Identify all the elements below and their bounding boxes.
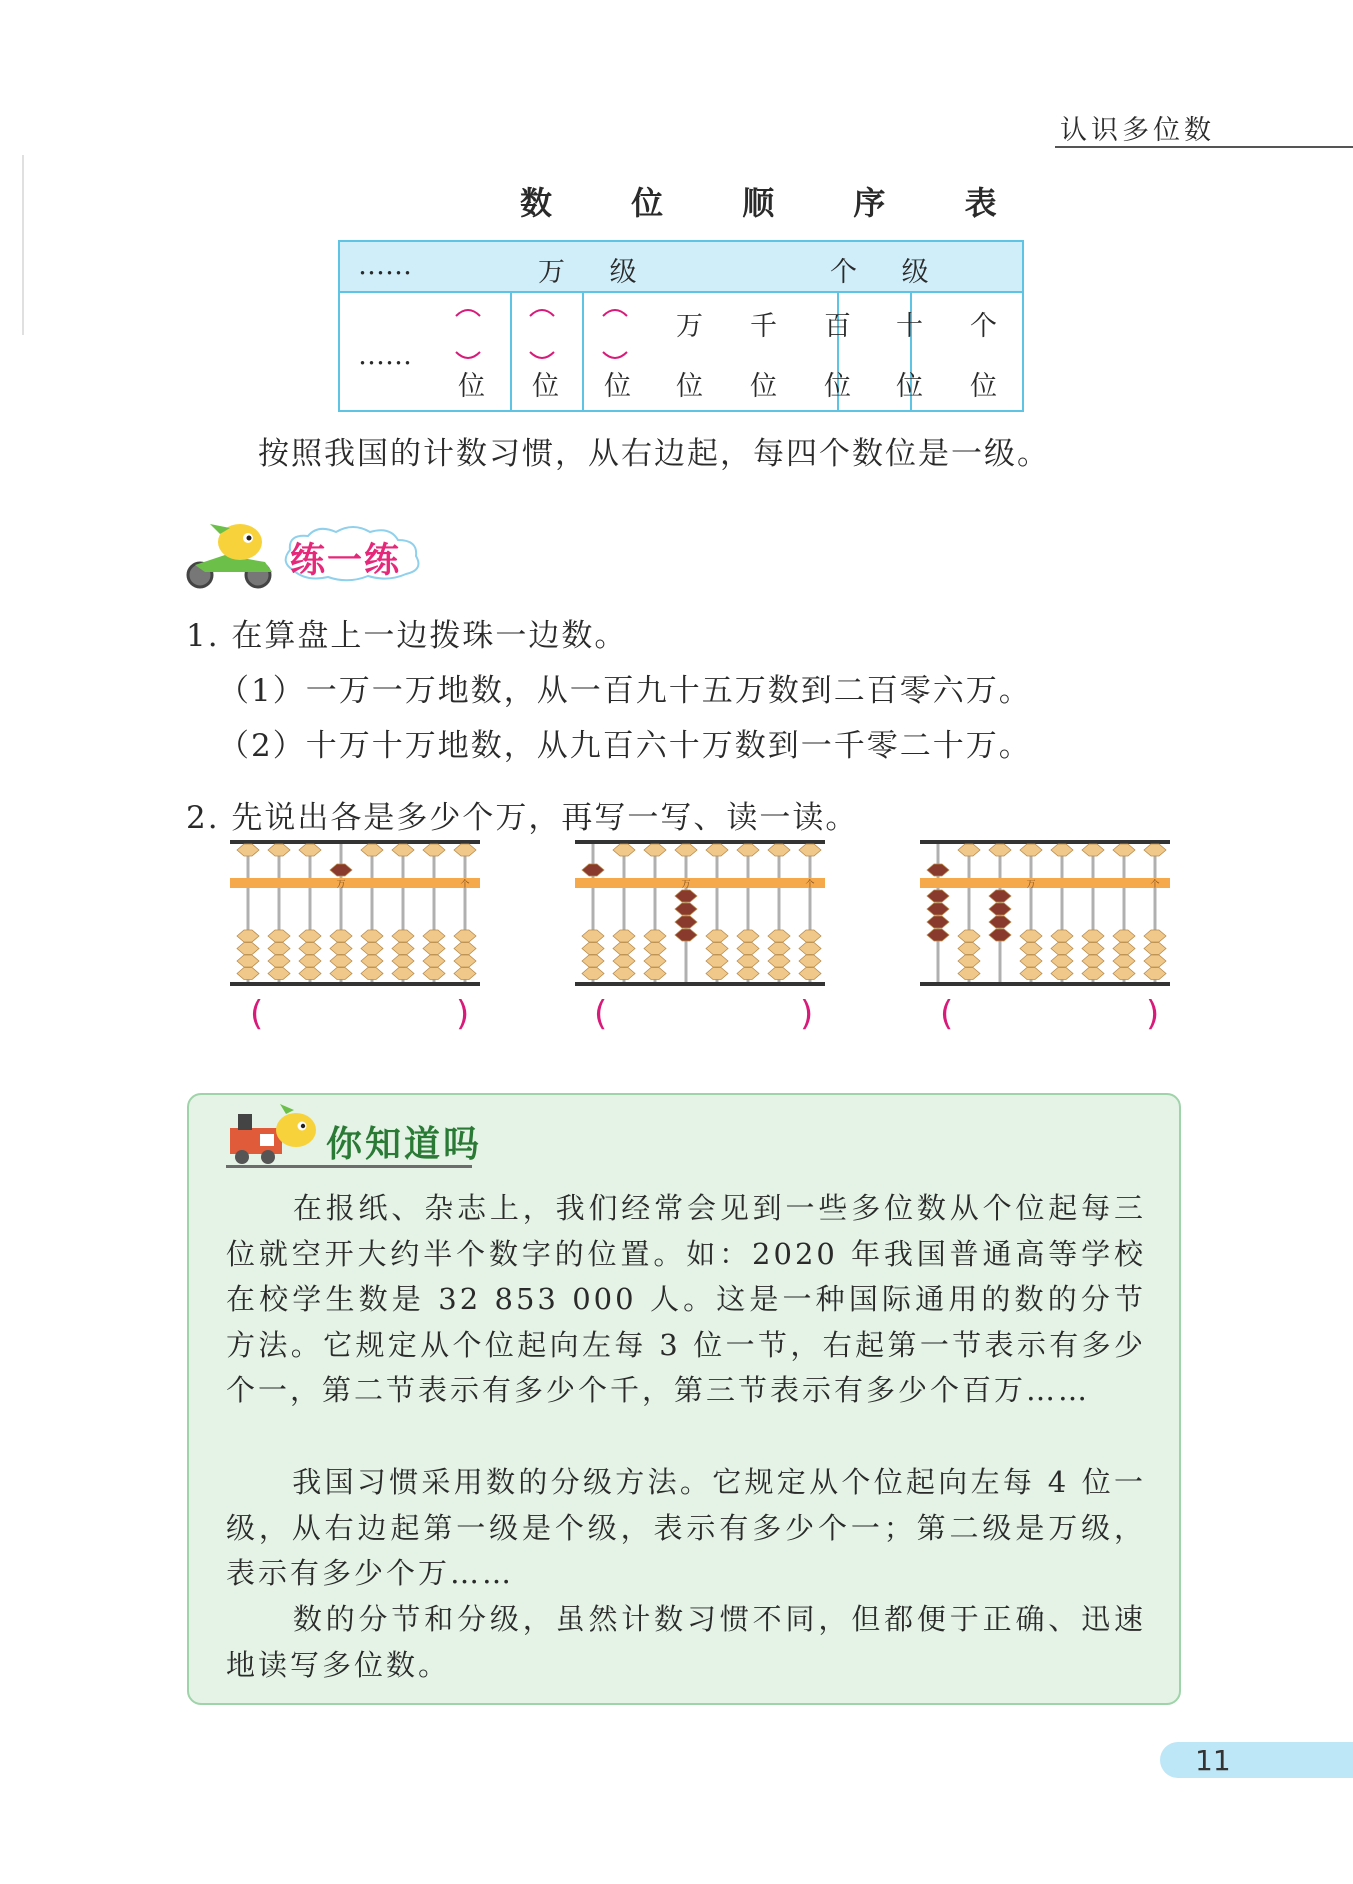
abacus-lower-bead [768, 955, 790, 967]
wei-label: 位 [750, 371, 777, 402]
page-number: 11 [1195, 1744, 1231, 1777]
abacus-lower-bead [989, 890, 1011, 902]
abacus-lower-bead [454, 968, 476, 980]
abacus-lower-bead [1020, 955, 1042, 967]
abacus-lower-bead [1082, 943, 1104, 955]
abacus-upper-bead [1113, 844, 1135, 856]
abacus-lower-bead [1144, 955, 1166, 967]
abacus-lower-bead [927, 903, 949, 915]
abacus-upper-bead [958, 844, 980, 856]
place-bai: 百 [824, 311, 851, 342]
abacus-lower-bead [989, 929, 1011, 941]
abacus-lower-bead [958, 943, 980, 955]
wei-label: 位 [604, 371, 631, 402]
abacus-lower-bead [361, 930, 383, 942]
abacus-lower-bead [423, 968, 445, 980]
abacus-upper-bead [799, 844, 821, 856]
abacus-lower-bead [768, 930, 790, 942]
question-1a: （1）一万一万地数，从一百九十五万数到二百零六万。 [218, 673, 1032, 709]
abacus-upper-bead [706, 844, 728, 856]
wei-label: 位 [896, 371, 923, 402]
abacus-lower-bead [1020, 943, 1042, 955]
abacus-upper-bead [361, 844, 383, 856]
abacus-3 [920, 838, 1170, 988]
abacus-lower-bead [454, 955, 476, 967]
abacus-upper-bead [644, 844, 666, 856]
abacus-lower-bead [737, 968, 759, 980]
abacus-lower-bead [958, 955, 980, 967]
abacus-lower-bead [1051, 943, 1073, 955]
abacus-lower-bead [1082, 955, 1104, 967]
abacus-upper-bead [737, 844, 759, 856]
abacus-upper-bead [768, 844, 790, 856]
abacus-lower-bead [299, 955, 321, 967]
wei-label: 位 [676, 371, 703, 402]
train-mascot-icon [224, 1104, 324, 1166]
wei-label: 位 [532, 371, 559, 402]
table-divider [510, 293, 512, 410]
page-edge-line [22, 155, 24, 335]
abacus-lower-bead [768, 968, 790, 980]
abacus-top-frame [575, 840, 825, 844]
abacus-lower-bead [675, 890, 697, 902]
place-qian: 千 [750, 311, 777, 342]
page-number-tab [1160, 1742, 1353, 1778]
header-ellipsis: …… [358, 250, 412, 281]
blank-place-top-arc [528, 304, 556, 318]
abacus-lower-bead [582, 930, 604, 942]
abacus-upper-bead [268, 844, 290, 856]
abacus-wan-label: 万 [1026, 880, 1036, 890]
table-divider [582, 293, 584, 410]
abacus-lower-bead [644, 968, 666, 980]
abacus-ge-label: 个 [1150, 880, 1160, 890]
abacus-lower-bead [989, 903, 1011, 915]
abacus-upper-bead [927, 864, 949, 876]
wei-label: 位 [458, 371, 485, 402]
info-paragraph-3 [226, 1597, 1146, 1688]
counting-rule-text: 按照我国的计数习惯，从右边起，每四个数位是一级。 [258, 436, 1050, 472]
question-1: 1. 在算盘上一边拨珠一边数。 [186, 618, 628, 654]
abacus-lower-bead [706, 955, 728, 967]
abacus-lower-bead [706, 968, 728, 980]
place-table-title: 数 位 顺 序 表 [520, 184, 1031, 222]
blank-place-top-arc [454, 304, 482, 318]
abacus-lower-bead [268, 943, 290, 955]
abacus-lower-bead [737, 955, 759, 967]
abacus-lower-bead [237, 955, 259, 967]
abacus-lower-bead [1144, 930, 1166, 942]
place-wan: 万 [676, 311, 703, 342]
abacus-lower-bead [927, 890, 949, 902]
abacus-1 [230, 838, 480, 988]
abacus-lower-bead [454, 930, 476, 942]
abacus-lower-bead [989, 916, 1011, 928]
abacus-lower-bead [613, 943, 635, 955]
info-paragraph-1 [226, 1186, 1146, 1414]
abacus-ge-label: 个 [805, 880, 815, 890]
abacus-beam [230, 878, 480, 888]
abacus-lower-bead [268, 968, 290, 980]
ge-level-label: 个 级 [830, 257, 947, 288]
question-2: 2. 先说出各是多少个万，再写一写、读一读。 [186, 800, 859, 836]
abacus-lower-bead [1113, 955, 1135, 967]
abacus-beam [920, 878, 1170, 888]
abacus-lower-bead [927, 916, 949, 928]
abacus-lower-bead [330, 968, 352, 980]
abacus-lower-bead [675, 929, 697, 941]
table-header-row [340, 242, 1022, 293]
abacus-lower-bead [361, 955, 383, 967]
abacus-lower-bead [644, 943, 666, 955]
info-paragraph-2-text: 我国习惯采用数的分级方法。它规定从个位起向左每 4 位一级，从右边起第一级是个级，表示有多少个一；第二级是万级，表示有多少个万…… [226, 1465, 1146, 1590]
answer-paren-close: ) [456, 994, 470, 1034]
abacus-lower-bead [768, 943, 790, 955]
abacus-lower-bead [392, 930, 414, 942]
wan-level-label: 万 级 [538, 257, 655, 288]
abacus-lower-bead [299, 930, 321, 942]
abacus-wan-label: 万 [681, 880, 691, 890]
abacus-lower-bead [392, 955, 414, 967]
abacus-lower-bead [423, 943, 445, 955]
place-shi: 十 [896, 311, 923, 342]
abacus-lower-bead [237, 968, 259, 980]
abacus-lower-bead [1020, 930, 1042, 942]
practice-title: 练一练 [290, 541, 402, 581]
abacus-lower-bead [927, 929, 949, 941]
abacus-lower-bead [799, 943, 821, 955]
abacus-lower-bead [613, 955, 635, 967]
abacus-upper-bead [299, 844, 321, 856]
blank-place-bottom-arc [454, 350, 482, 364]
abacus-lower-bead [1051, 955, 1073, 967]
abacus-lower-bead [454, 943, 476, 955]
abacus-ge-label: 个 [460, 880, 470, 890]
abacus-lower-bead [675, 916, 697, 928]
abacus-upper-bead [330, 864, 352, 876]
abacus-lower-bead [613, 968, 635, 980]
abacus-lower-bead [330, 930, 352, 942]
abacus-upper-bead [613, 844, 635, 856]
abacus-lower-bead [1144, 943, 1166, 955]
blank-place-bottom-arc [601, 350, 629, 364]
answer-paren-close: ) [800, 994, 814, 1034]
abacus-upper-bead [1082, 844, 1104, 856]
info-paragraph-1-text: 在报纸、杂志上，我们经常会见到一些多位数从个位起每三位就空开大约半个数字的位置。如：2020 年我国普通高等学校在校学生数是 32 853 000 人。这是一种国际通用的数的分节方法。它规定从个位起向左每 3 位一节，右起第一节表示有多少个一，第二节表示有多少个千，第三节表示有多少个百万…… [226, 1191, 1146, 1407]
abacus-lower-bead [237, 943, 259, 955]
abacus-lower-bead [361, 968, 383, 980]
abacus-top-frame [230, 840, 480, 844]
abacus-lower-bead [706, 943, 728, 955]
answer-paren-close: ) [1146, 994, 1160, 1034]
question-1b: （2）十万十万地数，从九百六十万数到一千零二十万。 [218, 728, 1032, 764]
abacus-upper-bead [1051, 844, 1073, 856]
abacus-upper-bead [582, 864, 604, 876]
blank-place-top-arc [601, 304, 629, 318]
abacus-lower-bead [737, 930, 759, 942]
abacus-upper-bead [392, 844, 414, 856]
abacus-bottom-frame [230, 982, 480, 986]
abacus-2 [575, 838, 825, 988]
abacus-upper-bead [237, 844, 259, 856]
abacus-upper-bead [675, 844, 697, 856]
abacus-lower-bead [1144, 968, 1166, 980]
place-value-table [338, 240, 1024, 412]
abacus-lower-bead [299, 943, 321, 955]
abacus-lower-bead [1082, 968, 1104, 980]
abacus-upper-bead [989, 844, 1011, 856]
abacus-lower-bead [361, 943, 383, 955]
abacus-lower-bead [237, 930, 259, 942]
abacus-lower-bead [1113, 968, 1135, 980]
abacus-lower-bead [799, 930, 821, 942]
abacus-lower-bead [392, 968, 414, 980]
abacus-lower-bead [1113, 943, 1135, 955]
chapter-title: 认识多位数 [1060, 115, 1215, 146]
info-paragraph-2 [226, 1460, 1146, 1597]
abacus-lower-bead [268, 955, 290, 967]
abacus-lower-bead [644, 955, 666, 967]
abacus-upper-bead [454, 844, 476, 856]
abacus-lower-bead [675, 903, 697, 915]
abacus-lower-bead [799, 955, 821, 967]
blank-place-bottom-arc [528, 350, 556, 364]
info-paragraph-3-text: 数的分节和分级，虽然计数习惯不同，但都便于正确、迅速地读写多位数。 [226, 1602, 1146, 1682]
abacus-upper-bead [1020, 844, 1042, 856]
wei-label: 位 [824, 371, 851, 402]
abacus-lower-bead [330, 943, 352, 955]
abacus-lower-bead [1051, 968, 1073, 980]
abacus-lower-bead [799, 968, 821, 980]
abacus-lower-bead [582, 943, 604, 955]
abacus-lower-bead [423, 955, 445, 967]
abacus-beam [575, 878, 825, 888]
abacus-lower-bead [392, 943, 414, 955]
abacus-lower-bead [613, 930, 635, 942]
abacus-top-frame [920, 840, 1170, 844]
abacus-lower-bead [1113, 930, 1135, 942]
answer-paren-open: ( [594, 994, 608, 1034]
abacus-lower-bead [582, 955, 604, 967]
abacus-lower-bead [1082, 930, 1104, 942]
row-ellipsis: …… [358, 340, 412, 371]
abacus-lower-bead [958, 930, 980, 942]
abacus-upper-bead [1144, 844, 1166, 856]
abacus-lower-bead [644, 930, 666, 942]
abacus-upper-bead [423, 844, 445, 856]
abacus-lower-bead [1020, 968, 1042, 980]
abacus-lower-bead [582, 968, 604, 980]
did-you-know-title: 你知道吗 [326, 1124, 483, 1165]
motorbike-mascot-icon [180, 520, 290, 590]
title-underline [226, 1165, 472, 1168]
abacus-wan-label: 万 [336, 880, 346, 890]
wei-label: 位 [970, 371, 997, 402]
answer-paren-open: ( [250, 994, 264, 1034]
abacus-lower-bead [268, 930, 290, 942]
abacus-lower-bead [706, 930, 728, 942]
answer-paren-open: ( [940, 994, 954, 1034]
header-rule [1055, 146, 1353, 148]
abacus-lower-bead [330, 955, 352, 967]
abacus-lower-bead [958, 968, 980, 980]
abacus-lower-bead [1051, 930, 1073, 942]
place-ge: 个 [970, 311, 997, 342]
abacus-bottom-frame [575, 982, 825, 986]
abacus-lower-bead [299, 968, 321, 980]
abacus-lower-bead [423, 930, 445, 942]
abacus-lower-bead [737, 943, 759, 955]
abacus-bottom-frame [920, 982, 1170, 986]
